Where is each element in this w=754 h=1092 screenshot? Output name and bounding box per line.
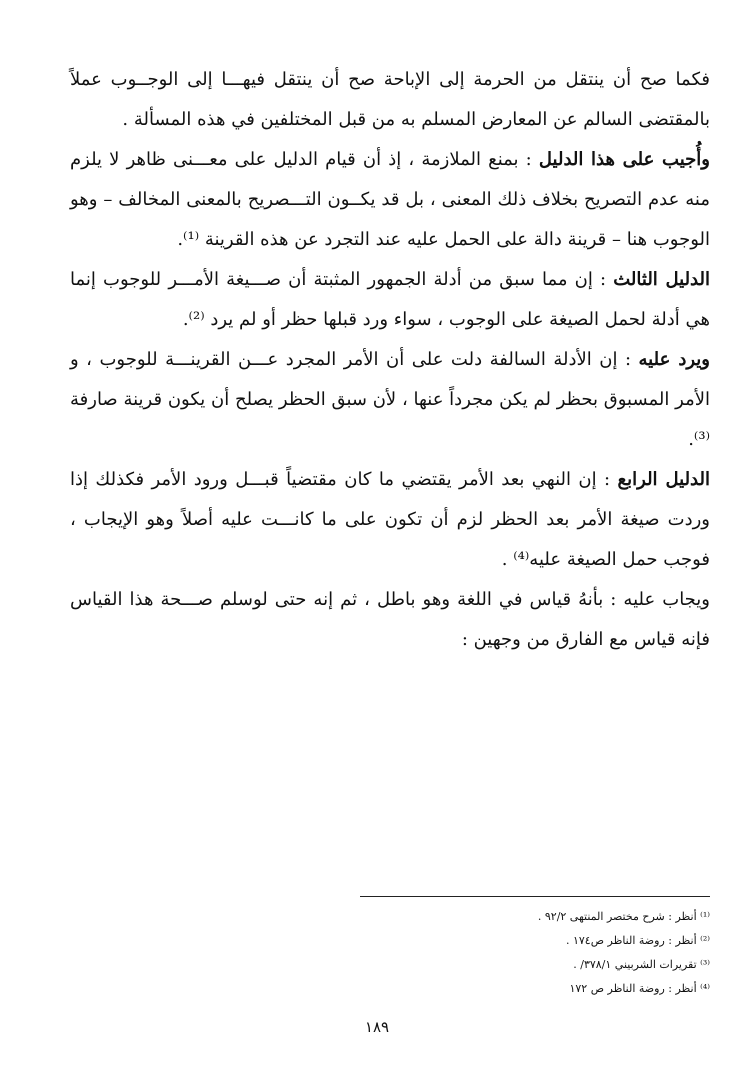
paragraph-5-text: : إن النهي بعد الأمر يقتضي ما كان مقتضياً قبـــل ورود الأمر فكذلك إذا وردت صيغة الأمر بعد الحظر لزم أن تكون على ما كانـــت عليه أصلاً وهو الإيجاب ، فوجب حمل الصيغة عليه⁽⁴⁾ . (70, 469, 710, 570)
paragraph-5-heading: الدليل الرابع (617, 469, 710, 490)
footnote-3: ⁽³⁾ تقريرات الشربيني ٣٧٨/١/ . (573, 958, 710, 971)
paragraph-4-text: : إن الأدلة السالفة دلت على أن الأمر المجرد عـــن القرينـــة للوجوب ، و الأمر المسبوق بحظر لم يكن مجرداً عنها ، لأن سبق الحظر يصلح أن يكون قرينة صارفة ⁽³⁾. (70, 349, 710, 450)
paragraph-6 (70, 580, 710, 660)
paragraph-4 (70, 340, 710, 460)
main-text (70, 60, 710, 660)
footnote-2: ⁽²⁾ أنظر : روضة الناظر ص١٧٤ . (565, 934, 710, 947)
paragraph-2-heading: وأُجيب على هذا الدليل (538, 149, 710, 170)
paragraph-3 (70, 260, 710, 340)
paragraph-6-text: ويجاب عليه : بأنهُ قياس في اللغة وهو باطل ، ثم إنه حتى لوسلم صـــحة هذا القياس فإنه قياس مع الفارق من وجهين : (70, 589, 710, 650)
paragraph-3-text: : إن مما سبق من أدلة الجمهور المثبتة أن صـــيغة الأمـــر للوجوب إنما هي أدلة لحمل الصيغة على الوجوب ، سواء ورد قبلها حظر أو لم يرد ⁽²⁾. (70, 269, 710, 330)
paragraph-1-text: فكما صح أن ينتقل من الحرمة إلى الإباحة صح أن ينتقل فيهـــا إلى الوجــوب عملاً بالمقتضى السالم عن المعارض المسلم به من قبل المختلفين في هذه المسألة . (70, 69, 710, 130)
paragraph-2 (70, 140, 710, 260)
footnote-4: ⁽⁴⁾ أنظر : روضة الناظر ص ١٧٢ (569, 982, 710, 995)
paragraph-1 (70, 60, 710, 140)
paragraph-5 (70, 460, 710, 580)
footnote-1: ⁽¹⁾ أنظر : شرح مختصر المنتهى ٩٢/٢ . (537, 910, 710, 923)
page-number: ١٨٩ (364, 1018, 390, 1036)
paragraph-2-text: : بمنع الملازمة ، إذ أن قيام الدليل على معـــنى ظاهر لا يلزم منه عدم التصريح بخلاف ذلك المعنى ، بل قد يكــون التـــصريح بالمعنى المخالف – وهو الوجوب هنا – قرينة دالة على الحمل عليه عند التجرد عن هذه القرينة ⁽¹⁾. (70, 149, 710, 250)
paragraph-3-heading: الدليل الثالث (613, 269, 710, 290)
footnotes (360, 896, 710, 1001)
paragraph-4-heading: ويرد عليه (638, 349, 710, 370)
